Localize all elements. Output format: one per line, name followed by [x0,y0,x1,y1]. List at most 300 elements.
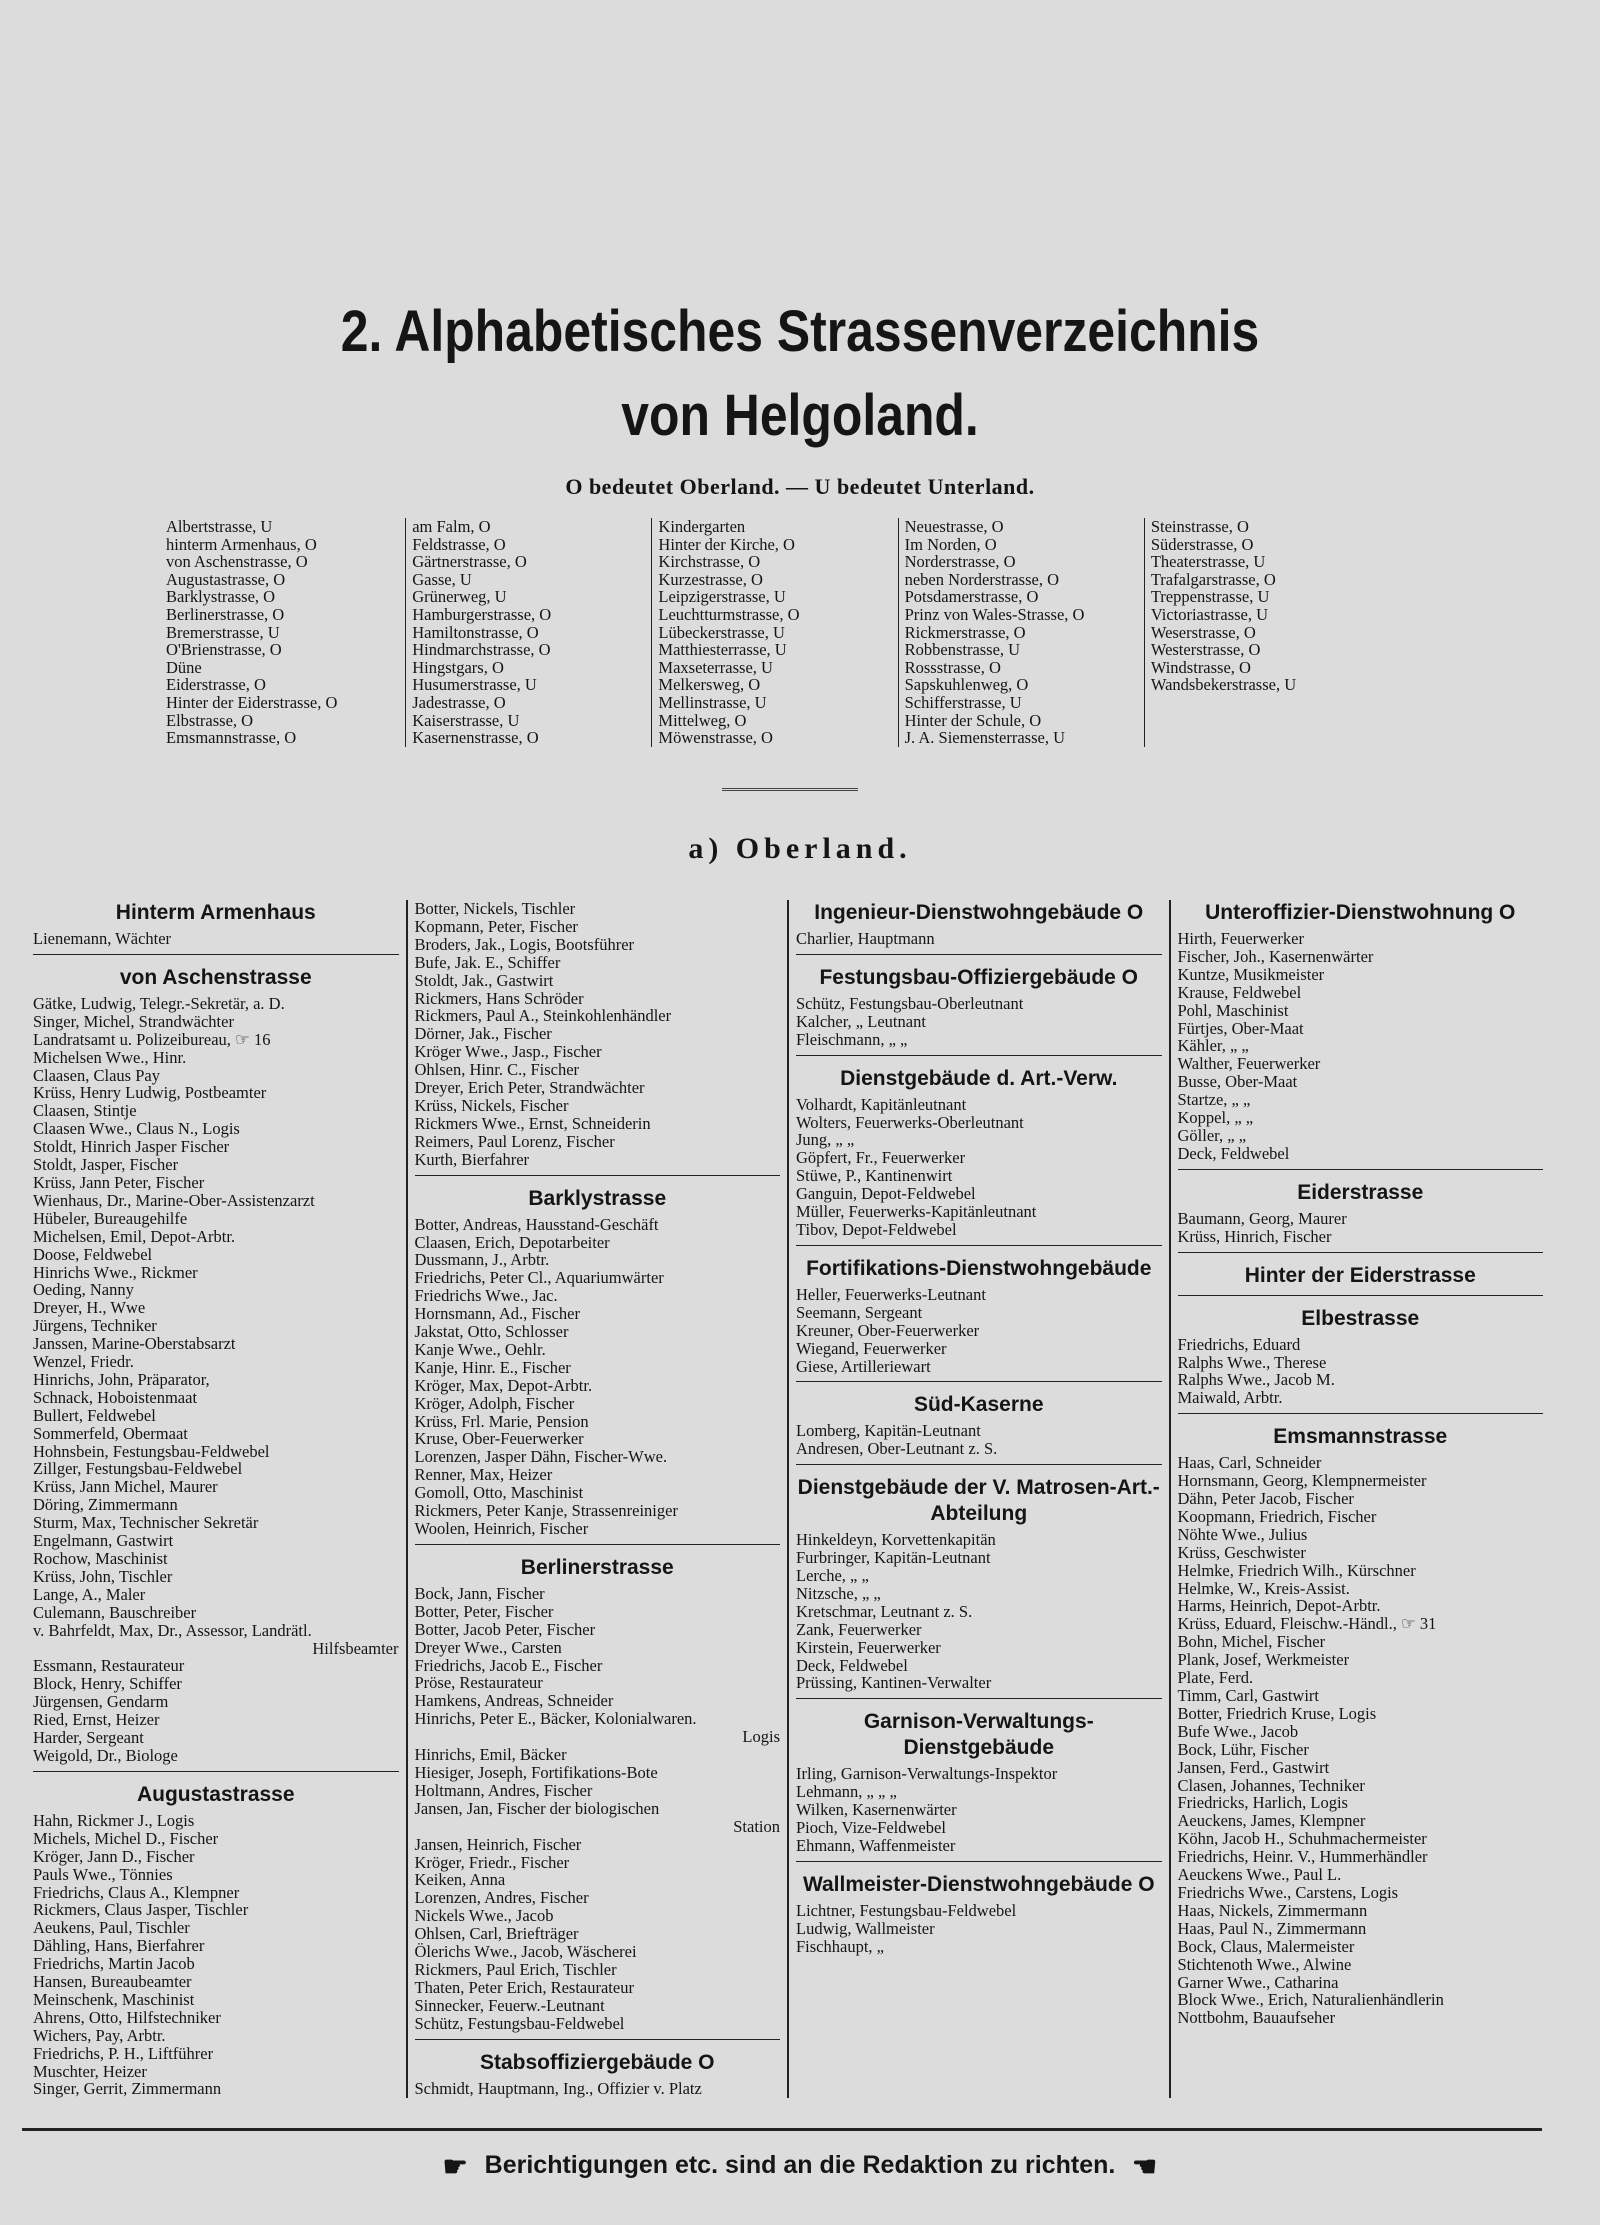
resident-entry: Meinschenk, Maschinist [33,1989,195,2009]
index-entry: Grünerweg, U [412,587,507,607]
resident-entry: Bock, Lühr, Fischer [1177,1739,1309,1759]
index-entry: J. A. Siemensterrasse, U [904,728,1066,747]
resident-entry: Krüss, Geschwister [1177,1542,1306,1562]
resident-entry: Jansen, Ferd., Gastwirt [1177,1757,1330,1777]
resident-entry: v. Bahrfeldt, Max, Dr., Assessor, Landrätl. [33,1620,312,1640]
resident-entry: Lorenzen, Jasper Dähn, Fischer-Wwe. [414,1447,668,1467]
street-heading: von Aschenstrasse [119,965,312,989]
index-entry: Schifferstrasse, U [904,692,1022,712]
resident-entry: Hornsmann, Ad., Fischer [414,1304,580,1324]
resident-entry: Sinnecker, Feuerw.-Leutnant [414,1995,605,2015]
resident-entry: Singer, Gerrit, Zimmermann [33,2079,222,2099]
resident-entry: Busse, Ober-Maat [1177,1072,1298,1092]
resident-entry: Irling, Garnison-Verwaltungs-Inspektor [796,1764,1058,1784]
resident-entry: Müller, Feuerwerks-Kapitänleutnant [796,1202,1037,1222]
resident-entry: Ahrens, Otto, Hilfstechniker [33,2007,221,2027]
resident-entry: Stoldt, Hinrich Jasper Fischer [33,1137,230,1157]
resident-entry: Bufe, Jak. E., Schiffer [414,952,561,972]
resident-entry: Dreyer, Erich Peter, Strandwächter [414,1078,645,1098]
resident-entry: Thaten, Peter Erich, Restaurateur [414,1977,634,1997]
index-entry: Möwenstrasse, O [658,728,773,747]
resident-entry: Botter, Jacob Peter, Fischer [414,1619,596,1639]
street-heading: Ingenieur-Dienstwohngebäude O [814,901,1144,924]
resident-entry: Wolters, Feuerwerks-Oberleutnant [796,1112,1024,1132]
resident-entry: Dähn, Peter Jacob, Fischer [1177,1489,1354,1509]
resident-entry: Kruse, Ober-Feuerwerker [414,1429,584,1449]
resident-entry: Landratsamt u. Polizeibureau, ☞ 16 [33,1029,271,1049]
resident-entry: Heller, Feuerwerks-Leutnant [796,1284,986,1304]
index-entry: Matthiesterrasse, U [658,640,787,660]
block-divider [796,1464,1162,1465]
resident-entry: Lerche, „ „ [796,1566,869,1586]
street-heading: Unteroffizier-Dienstwohnung O [1205,901,1516,924]
index-entry: Treppenstrasse, U [1150,587,1270,607]
index-entry: Leuchtturmstrasse, O [658,604,800,624]
resident-entry: Hirth, Feuerwerker [1177,929,1304,948]
resident-entry: Walther, Feuerwerker [1177,1054,1321,1074]
index-entry: Lübeckerstrasse, U [658,622,785,642]
resident-entry: Kirstein, Feuerwerker [796,1637,941,1657]
index-column [1144,518,1390,747]
index-entry: Feldstrasse, O [412,534,506,554]
resident-entry: Lomberg, Kapitän-Leutnant [796,1421,981,1441]
resident-entry: Krüss, Eduard, Fleischw.-Händl., ☞ 31 [1177,1614,1437,1634]
block-divider [796,1698,1162,1699]
index-entry: Kirchstrasse, O [658,552,761,572]
resident-entry: Kanje, Hinr. E., Fischer [414,1357,571,1377]
resident-entry: Göller, „ „ [1177,1125,1247,1145]
block-divider [1178,1252,1544,1253]
resident-entry: Holtmann, Andres, Fischer [414,1780,593,1800]
resident-entry: Wiegand, Feuerwerker [796,1338,947,1358]
index-column [898,518,1144,747]
resident-entry: Rickmers, Paul Erich, Tischler [414,1959,617,1979]
resident-entry: Claasen Wwe., Claus N., Logis [33,1119,240,1139]
resident-entry: Plank, Josef, Werkmeister [1177,1650,1350,1670]
block-divider [796,1055,1162,1056]
index-entry: Eiderstrasse, O [166,675,266,695]
resident-entry: Jung, „ „ [796,1130,855,1150]
index-entry: Hingstgars, O [412,657,504,677]
index-entry: Robbenstrasse, U [904,640,1021,660]
index-entry: Leipzigerstrasse, U [658,587,786,607]
street-heading: Augustastrasse [136,1782,295,1806]
resident-entry: Jürgens, Techniker [33,1316,157,1336]
resident-entry: Rochow, Maschinist [33,1549,168,1568]
resident-entry: Pioch, Vize-Feldwebel [796,1818,946,1838]
directory-column [787,900,1169,2098]
resident-entry: Kröger, Max, Depot-Arbtr. [414,1375,593,1395]
resident-entry: Jürgensen, Gendarm [33,1692,169,1712]
resident-entry: Ried, Ernst, Heizer [33,1710,160,1730]
resident-entry: Lehmann, „ „ „ [796,1782,897,1802]
index-entry: Windstrasse, O [1150,657,1251,677]
resident-entry: Kröger, Jann D., Fischer [33,1846,195,1866]
index-entry: Mittelweg, O [658,710,747,730]
resident-entry: Friedrichs, Claus A., Klempner [33,1882,240,1902]
resident-entry: Fischer, Joh., Kasernenwärter [1177,946,1374,966]
resident-entry: Friedrichs, Jacob E., Fischer [414,1655,603,1675]
resident-entry: Hinrichs, Peter E., Bäcker, Kolonialwaren. [414,1709,697,1729]
block-divider [796,1245,1162,1246]
resident-entry: Kopmann, Peter, Fischer [414,916,578,936]
resident-entry: Maiwald, Arbtr. [1177,1388,1283,1408]
resident-entry: Kähler, „ „ [1177,1036,1249,1056]
block-divider [796,954,1162,955]
resident-entry: Dussmann, J., Arbtr. [414,1250,550,1270]
resident-entry: Stoldt, Jak., Gastwirt [414,970,554,990]
index-entry: Bremerstrasse, U [166,622,280,642]
resident-entry: Kurth, Bierfahrer [414,1149,530,1169]
index-entry: Norderstrasse, O [904,552,1016,572]
index-entry: am Falm, O [412,518,491,536]
resident-entry: Sommerfeld, Obermaat [33,1423,188,1443]
resident-entry: Hinrichs, John, Präparator, [33,1369,210,1389]
directory-column [1169,900,1551,2098]
resident-entry: Göpfert, Fr., Feuerwerker [796,1148,966,1168]
resident-entry: Krüss, Frl. Marie, Pension [414,1411,589,1431]
resident-entry: Hübeler, Bureaugehilfe [33,1208,188,1228]
resident-entry: Lienemann, Wächter [33,929,172,948]
street-heading: Fortifikations-Dienstwohngebäude [806,1256,1152,1280]
resident-entry: Friedrichs, P. H., Liftführer [33,2043,214,2063]
block-divider [415,1175,781,1176]
resident-entry: Muschter, Heizer [33,2061,147,2081]
resident-entry: Culemann, Bauschreiber [33,1602,197,1622]
resident-entry: Hamkens, Andreas, Schneider [414,1691,614,1711]
resident-entry: Hinrichs Wwe., Rickmer [33,1262,198,1282]
index-entry: Elbstrasse, O [166,710,254,730]
resident-entry: Bufe Wwe., Jacob [1177,1721,1299,1741]
resident-entry: Stüwe, P., Kantinenwirt [796,1166,953,1186]
resident-entry: Deck, Feldwebel [1177,1143,1290,1163]
resident-entry: Nitzsche, „ „ [796,1583,881,1603]
index-entry: Hamburgerstrasse, O [412,604,552,624]
resident-entry: Plate, Ferd. [1177,1668,1254,1688]
block-divider [33,1771,399,1772]
resident-entry: Wichers, Pay, Arbtr. [33,2025,166,2045]
resident-entry: Köhn, Jacob H., Schuhmachermeister [1177,1829,1427,1849]
resident-entry: Claasen, Stintje [33,1101,137,1121]
index-entry: Hamiltonstrasse, O [412,622,539,642]
index-entry: Victoriastrasse, U [1150,604,1269,624]
residents-columns [26,900,1550,2098]
resident-entry: Friedrichs Wwe., Carstens, Logis [1177,1882,1399,1902]
index-entry: Maxseterrasse, U [658,657,773,677]
index-entry: Kasernenstrasse, O [412,728,539,747]
resident-entry: Friedrichs, Peter Cl., Aquariumwärter [414,1268,664,1288]
resident-entry: Pröse, Restaurateur [414,1673,543,1693]
resident-entry: Rickmers Wwe., Ernst, Schneiderin [414,1113,651,1133]
directory-column [406,900,788,2098]
resident-entry: Friedricks, Harlich, Logis [1177,1793,1348,1813]
resident-entry: Haas, Nickels, Zimmermann [1177,1900,1368,1920]
resident-entry: Schütz, Festungsbau-Feldwebel [414,2013,625,2033]
index-entry: Rickmerstrasse, O [904,622,1026,642]
resident-entry: Weigold, Dr., Biologe [33,1745,178,1765]
resident-entry: Helmke, Friedrich Wilh., Kürschner [1177,1560,1416,1580]
resident-entry: Nöhte Wwe., Julius [1177,1524,1308,1544]
resident-entry: Reimers, Paul Lorenz, Fischer [414,1131,615,1151]
block-divider [796,1381,1162,1382]
resident-entry: Nickels Wwe., Jacob [414,1906,554,1926]
resident-entry: Dähling, Hans, Bierfahrer [33,1936,205,1956]
footer-text: Berichtigungen etc. sind an die Redaktion zu richten. [484,2151,1116,2180]
resident-entry: Stichtenoth Wwe., Alwine [1177,1954,1352,1974]
footer-divider [22,2128,1542,2131]
index-entry: Rossstrasse, O [904,657,1001,677]
resident-entry: Claasen, Erich, Depotarbeiter [414,1232,610,1252]
resident-entry: Kalcher, „ Leutnant [796,1011,926,1031]
resident-entry: Pauls Wwe., Tönnies [33,1864,173,1884]
resident-entry: Gomoll, Otto, Maschinist [414,1483,584,1503]
resident-entry: Broders, Jak., Logis, Bootsführer [414,934,635,954]
street-heading: Dienstgebäude d. Art.-Verw. [840,1066,1118,1090]
resident-entry: Koppel, „ „ [1177,1108,1254,1128]
index-column [160,518,405,747]
resident-entry: Engelmann, Gastwirt [33,1531,174,1551]
resident-entry: Bock, Claus, Malermeister [1177,1936,1355,1956]
resident-entry: Ludwig, Wallmeister [796,1918,935,1938]
block-divider [796,1861,1162,1862]
resident-entry: Ölerichs Wwe., Jacob, Wäscherei [414,1942,637,1962]
resident-entry: Hinrichs, Emil, Bäcker [414,1745,567,1765]
resident-entry: Rickmers, Paul A., Steinkohlenhändler [414,1006,672,1026]
resident-entry: Aeuckens, James, Klempner [1177,1811,1366,1831]
section-title: a) Oberland. [688,832,912,865]
resident-entry: Lange, A., Maler [33,1584,146,1604]
index-entry: Kindergarten [658,518,746,536]
resident-entry: Kröger Wwe., Jasp., Fischer [414,1042,602,1062]
title-line-2: von Helgoland. [621,383,979,448]
page-title [112,290,1488,458]
resident-entry: Michelsen Wwe., Hinr. [33,1047,187,1067]
resident-entry: Aeukens, Paul, Tischler [33,1918,190,1938]
resident-entry: Harms, Heinrich, Depot-Arbtr. [1177,1596,1381,1616]
resident-entry: Rickmers, Claus Jasper, Tischler [33,1900,249,1920]
resident-entry: Krause, Feldwebel [1177,982,1302,1002]
resident-entry: Garner Wwe., Catharina [1177,1972,1339,1992]
index-entry: Süderstrasse, O [1150,534,1254,554]
street-heading: Hinterm Armenhaus [115,901,316,924]
resident-entry: Hansen, Bureaubeamter [33,1972,192,1992]
index-entry: Kurzestrasse, O [658,569,763,589]
resident-entry: Doose, Feldwebel [33,1244,153,1264]
resident-entry: Fleischmann, „ „ [796,1029,908,1049]
index-entry: Westerstrasse, O [1150,640,1261,660]
resident-entry: Fischhaupt, „ [796,1936,884,1956]
street-heading: Dienstgebäude der V. Matrosen-Art.-Abteilung [797,1476,1160,1526]
street-heading: Elbestrasse [1301,1306,1420,1330]
resident-entry: Furbringer, Kapitän-Leutnant [796,1548,991,1568]
resident-entry: Bullert, Feldwebel [33,1405,156,1425]
index-entry: Trafalgarstrasse, O [1150,569,1276,589]
resident-entry: Haas, Carl, Schneider [1177,1453,1322,1473]
resident-entry: Ohlsen, Hinr. C., Fischer [414,1060,580,1080]
resident-entry: Station [733,1816,780,1836]
resident-entry: Dörner, Jak., Fischer [414,1024,552,1044]
street-heading: Emsmannstrasse [1273,1425,1448,1449]
resident-entry: Schnack, Hoboistenmaat [33,1387,198,1407]
resident-entry: Renner, Max, Heizer [414,1465,553,1485]
resident-entry: Bock, Jann, Fischer [414,1583,545,1603]
resident-entry: Pohl, Maschinist [1177,1000,1289,1020]
index-entry: Emsmannstrasse, O [166,728,297,747]
resident-entry: Block, Henry, Schiffer [33,1674,182,1694]
title-line-1: 2. Alphabetisches Strassenverzeichnis [340,299,1260,364]
resident-entry: Kanje Wwe., Oehlr. [414,1339,546,1359]
resident-entry: Michelsen, Emil, Depot-Arbtr. [33,1226,236,1246]
resident-entry: Hiesiger, Joseph, Fortifikations-Bote [414,1762,658,1782]
resident-entry: Kretschmar, Leutnant z. S. [796,1601,973,1621]
street-heading: Festungsbau-Offiziergebäude O [819,965,1139,989]
index-column [405,518,651,747]
resident-entry: Zillger, Festungsbau-Feldwebel [33,1459,243,1479]
resident-entry: Baumann, Georg, Maurer [1177,1208,1347,1228]
resident-entry: Andresen, Ober-Leutnant z. S. [796,1439,998,1459]
index-entry: Potsdamerstrasse, O [904,587,1039,607]
resident-entry: Clasen, Johannes, Techniker [1177,1775,1365,1795]
resident-entry: Volhardt, Kapitänleutnant [796,1094,967,1114]
street-heading: Garnison-Verwaltungs-Dienstgebäude [863,1710,1094,1760]
resident-entry: Gätke, Ludwig, Telegr.-Sekretär, a. D. [33,993,285,1013]
index-entry: Barklystrasse, O [166,587,276,607]
street-heading: Hinter der Eiderstrasse [1244,1263,1476,1287]
index-column [651,518,897,747]
index-entry: O'Brienstrasse, O [166,640,282,660]
resident-entry: Janssen, Marine-Oberstabsarzt [33,1334,236,1354]
resident-entry: Tibov, Depot-Feldwebel [796,1219,957,1239]
resident-entry: Schütz, Festungsbau-Oberleutnant [796,993,1024,1013]
resident-entry: Kröger, Adolph, Fischer [414,1393,575,1413]
resident-entry: Ehmann, Waffenmeister [796,1836,956,1855]
resident-entry: Hohnsbein, Festungsbau-Feldwebel [33,1441,270,1461]
resident-entry: Stoldt, Jasper, Fischer [33,1155,179,1175]
resident-entry: Woolen, Heinrich, Fischer [414,1519,589,1538]
legend-text: O bedeutet Oberland. — U bedeutet Unterland. [565,474,1035,499]
index-entry: Düne [166,657,202,677]
index-entry: Neuestrasse, O [904,518,1004,536]
index-entry: Hinter der Schule, O [904,710,1042,730]
resident-entry: Ralphs Wwe., Therese [1177,1352,1327,1372]
street-heading: Süd-Kaserne [913,1393,1044,1417]
resident-entry: Botter, Andreas, Hausstand-Geschäft [414,1214,659,1234]
block-divider [1178,1413,1544,1414]
street-index [160,518,1390,747]
resident-entry: Oeding, Nanny [33,1280,134,1300]
street-heading: Stabsoffiziergebäude O [479,2050,715,2074]
index-entry: hinterm Armenhaus, O [166,534,317,554]
index-entry: Gärtnerstrasse, O [412,552,527,572]
resident-entry: Döring, Zimmermann [33,1495,178,1515]
resident-entry: Kreuner, Ober-Feuerwerker [796,1320,980,1340]
resident-entry: Sturm, Max, Technischer Sekretär [33,1513,259,1533]
index-entry: Weserstrasse, O [1150,622,1256,642]
index-entry: Augustastrasse, O [166,569,286,589]
resident-entry: Keiken, Anna [414,1870,506,1890]
resident-entry: Zank, Feuerwerker [796,1619,922,1639]
resident-entry: Ralphs Wwe., Jacob M. [1177,1370,1335,1390]
index-entry: Hinter der Kirche, O [658,534,795,554]
resident-entry: Wilken, Kasernenwärter [796,1800,957,1820]
resident-entry: Michels, Michel D., Fischer [33,1828,219,1848]
resident-entry: Krüss, Henry Ludwig, Postbeamter [33,1083,267,1103]
index-entry: Kaiserstrasse, U [412,710,520,730]
index-entry: Theaterstrasse, U [1150,552,1266,572]
block-divider [415,2039,781,2040]
resident-entry: Wienhaus, Dr., Marine-Ober-Assistenzarzt [33,1190,315,1210]
resident-entry: Essmann, Restaurateur [33,1656,185,1676]
resident-entry: Hahn, Rickmer J., Logis [33,1810,195,1830]
resident-entry: Rickmers, Hans Schröder [414,988,584,1008]
index-entry: von Aschenstrasse, O [166,552,308,572]
block-divider [415,1544,781,1545]
resident-entry: Jakstat, Otto, Schlosser [414,1322,569,1342]
index-entry: Husumerstrasse, U [412,675,537,695]
street-heading: Barklystrasse [528,1186,667,1210]
divider [722,788,858,791]
index-entry: Gasse, U [412,569,472,589]
block-divider [1178,1295,1544,1296]
resident-entry: Koopmann, Friedrich, Fischer [1177,1506,1377,1526]
resident-entry: Kröger, Friedr., Fischer [414,1852,570,1872]
index-entry: Melkersweg, O [658,675,761,695]
resident-entry: Hilfsbeamter [312,1638,399,1658]
resident-entry: Charlier, Hauptmann [796,929,935,948]
resident-entry: Fürtjes, Ober-Maat [1177,1018,1304,1038]
resident-entry: Timm, Carl, Gastwirt [1177,1686,1319,1705]
index-entry: Im Norden, O [904,534,997,554]
pointing-hand-icon: ☛ [1132,2151,1158,2182]
index-entry: neben Norderstrasse, O [904,569,1060,589]
resident-entry: Hornsmann, Georg, Klempnermeister [1177,1471,1427,1491]
index-entry: Wandsbekerstrasse, U [1150,675,1297,695]
resident-entry: Block Wwe., Erich, Naturalienhändlerin [1177,1990,1444,2010]
resident-entry: Krüss, John, Tischler [33,1566,173,1586]
resident-entry: Krüss, Nickels, Fischer [414,1095,569,1115]
resident-entry: Hinkeldeyn, Korvettenkapitän [796,1530,996,1550]
resident-entry: Friedrichs, Eduard [1177,1334,1301,1354]
resident-entry: Harder, Sergeant [33,1728,144,1748]
resident-entry: Botter, Nickels, Tischler [414,900,576,918]
resident-entry: Botter, Friedrich Kruse, Logis [1177,1703,1377,1723]
resident-entry: Kuntze, Musikmeister [1177,964,1325,984]
index-entry: Mellinstrasse, U [658,692,767,712]
resident-entry: Schmidt, Hauptmann, Ing., Offizier v. Platz [414,2078,702,2098]
resident-entry: Prüssing, Kantinen-Verwalter [796,1673,992,1693]
resident-entry: Dreyer Wwe., Carsten [414,1637,562,1657]
index-entry: Steinstrasse, O [1150,518,1249,536]
resident-entry: Friedrichs Wwe., Jac. [414,1286,558,1306]
resident-entry: Deck, Feldwebel [796,1655,908,1675]
pointing-hand-icon: ☛ [442,2151,468,2182]
resident-entry: Logis [742,1727,780,1747]
resident-entry: Friedrichs, Heinr. V., Hummerhändler [1177,1847,1428,1867]
resident-entry: Botter, Peter, Fischer [414,1601,554,1621]
resident-entry: Claasen, Claus Pay [33,1065,160,1085]
resident-entry: Dreyer, H., Wwe [33,1298,146,1318]
index-entry: Berlinerstrasse, O [166,604,285,624]
resident-entry: Jansen, Heinrich, Fischer [414,1834,582,1854]
resident-entry: Jansen, Jan, Fischer der biologischen [414,1798,660,1818]
index-entry: Prinz von Wales-Strasse, O [904,604,1085,624]
resident-entry: Krüss, Jann Peter, Fischer [33,1172,205,1192]
resident-entry: Ohlsen, Carl, Briefträger [414,1924,579,1944]
resident-entry: Giese, Artilleriewart [796,1356,931,1376]
directory-column [26,900,406,2098]
resident-entry: Lorenzen, Andres, Fischer [414,1888,589,1908]
resident-entry: Wenzel, Friedr. [33,1352,134,1372]
